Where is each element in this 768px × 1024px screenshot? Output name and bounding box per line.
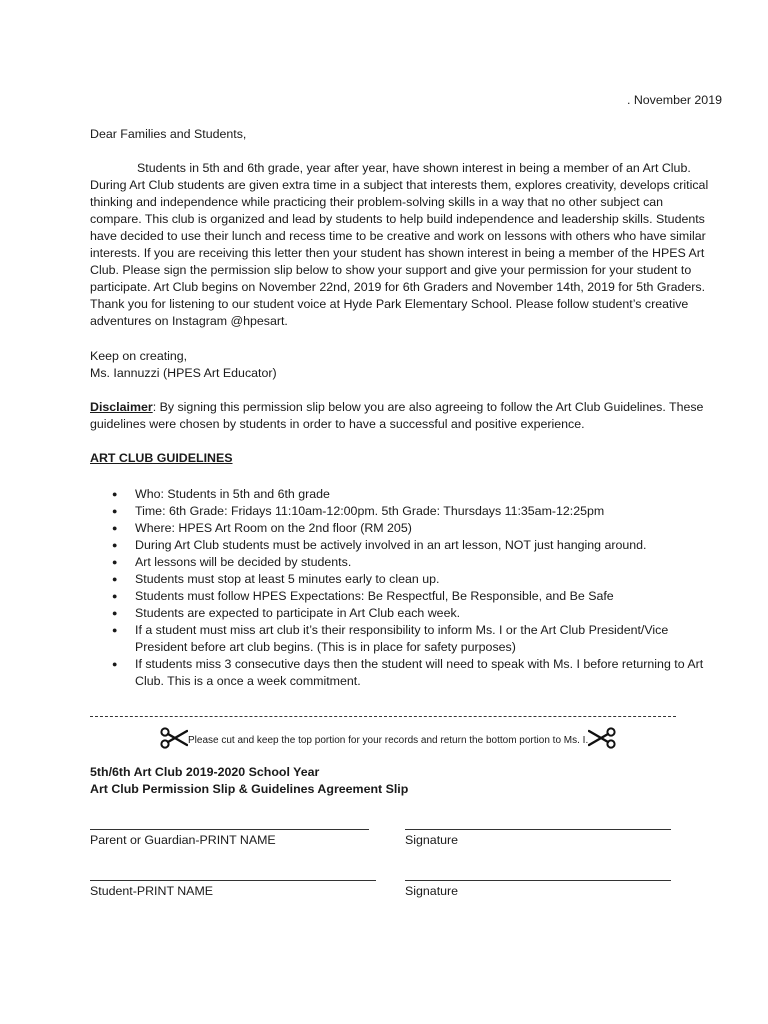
guideline-text: Time: 6th Grade: Fridays 11:10am-12:00pm. 5th Grade: Thursdays 11:35am-12:25pm [135, 504, 605, 518]
bullet-icon: ● [112, 574, 118, 584]
bullet-icon: ● [112, 659, 118, 669]
body-line: Students in 5th and 6th grade, year after year, have shown interest in being a member of an Art Club. [137, 161, 691, 175]
guideline-text: Art lessons will be decided by students. [135, 555, 352, 569]
parent-name-label: Parent or Guardian-PRINT NAME [90, 833, 276, 847]
scissors-icon [160, 726, 188, 750]
guideline-item [90, 622, 703, 656]
guideline-text: Club. This is a once a week commitment. [135, 674, 361, 688]
slip-title-line: 5th/6th Art Club 2019-2020 School Year [90, 765, 320, 779]
bullet-icon: ● [112, 557, 118, 567]
guideline-item [90, 503, 703, 520]
guideline-item [90, 520, 703, 537]
parent-name-line[interactable] [90, 829, 369, 830]
guideline-text: Students must follow HPES Expectations: Be Respectful, Be Responsible, and Be Safe [135, 589, 614, 603]
cut-instruction-row [160, 726, 616, 750]
disclaimer [90, 399, 703, 433]
body-line: interests. If you are receiving this letter then your student has shown interest in being a member of the HPES Art [90, 246, 705, 260]
guideline-text: Students must stop at least 5 minutes early to clean up. [135, 572, 440, 586]
body-line: have decided to use their lunch and recess time to be creative and work on lessons with others who have similar [90, 229, 706, 243]
guideline-item [90, 656, 703, 690]
body-line: During Art Club students are given extra time in a subject that interests them, explores creativity, develops critical [90, 178, 709, 192]
parent-signature-line[interactable] [405, 829, 671, 830]
guideline-item [90, 605, 703, 622]
slip-title-line: Art Club Permission Slip & Guidelines Agreement Slip [90, 782, 409, 796]
closing-phrase: Keep on creating, [90, 349, 188, 363]
guideline-text: President before art club begins. (This is in place for safety purposes) [135, 640, 516, 654]
body-line: thinking and independence while practicing their problem-solving skills in a way that no other subject can [90, 195, 664, 209]
letter-closing [90, 348, 277, 382]
cut-line-divider [90, 716, 676, 717]
guideline-item [90, 588, 703, 605]
student-name-line[interactable] [90, 880, 376, 881]
bullet-icon: ● [112, 608, 118, 618]
parent-signature-label: Signature [405, 833, 459, 847]
guidelines-list [90, 486, 703, 690]
guideline-text: If a student must miss art club it’s their responsibility to inform Ms. I or the Art Club President/Vice [135, 623, 669, 637]
guidelines-title: ART CLUB GUIDELINES [90, 451, 233, 465]
slip-title [90, 764, 408, 798]
guideline-text: If students miss 3 consecutive days then the student will need to speak with Ms. I before returning to Art [135, 657, 704, 671]
bullet-icon: ● [112, 506, 118, 516]
body-line: compare. This club is organized and lead by students to help build independence and leadership skills. Students [90, 212, 705, 226]
bullet-icon: ● [112, 489, 118, 499]
guideline-text: During Art Club students must be actively involved in an art lesson, NOT just hanging around. [135, 538, 647, 552]
guideline-item [90, 554, 703, 571]
student-signature-line[interactable] [405, 880, 671, 881]
bullet-icon: ● [112, 540, 118, 550]
letter-date: . November 2019 [626, 93, 722, 107]
bullet-icon: ● [112, 591, 118, 601]
cut-instruction-text: Please cut and keep the top portion for your records and return the bottom portion to Ms. I. [188, 735, 589, 746]
disclaimer-label: Disclaimer [90, 400, 153, 414]
student-signature-label: Signature [405, 884, 459, 898]
guideline-item [90, 571, 703, 588]
disclaimer-text: guidelines were chosen by students in order to have a successful and positive experience. [90, 417, 585, 431]
bullet-icon: ● [112, 625, 118, 635]
guideline-text: Where: HPES Art Room on the 2nd floor (RM 205) [135, 521, 412, 535]
body-line: adventures on Instagram @hpesart. [90, 314, 288, 328]
disclaimer-text: : By signing this permission slip below you are also agreeing to follow the Art Club Guidelines. These [152, 400, 704, 414]
bullet-icon: ● [112, 523, 118, 533]
author-name: Ms. Iannuzzi (HPES Art Educator) [90, 366, 277, 380]
guideline-item [90, 486, 703, 503]
guideline-text: Who: Students in 5th and 6th grade [135, 487, 330, 501]
guideline-item [90, 537, 703, 554]
body-line: Club. Please sign the permission slip below to show your support and give your permission for your student to [90, 263, 692, 277]
body-line: Thank you for listening to our student voice at Hyde Park Elementary School. Please follow student’s creative [90, 297, 689, 311]
letter-greeting: Dear Families and Students, [90, 127, 247, 141]
guideline-text: Students are expected to participate in Art Club each week. [135, 606, 461, 620]
letter-body [90, 160, 730, 330]
student-name-label: Student-PRINT NAME [90, 884, 214, 898]
body-line: participate. Art Club begins on November 22nd, 2019 for 6th Graders and November 14th, 2019 for 5th Graders. [90, 280, 706, 294]
scissors-icon [588, 726, 616, 750]
